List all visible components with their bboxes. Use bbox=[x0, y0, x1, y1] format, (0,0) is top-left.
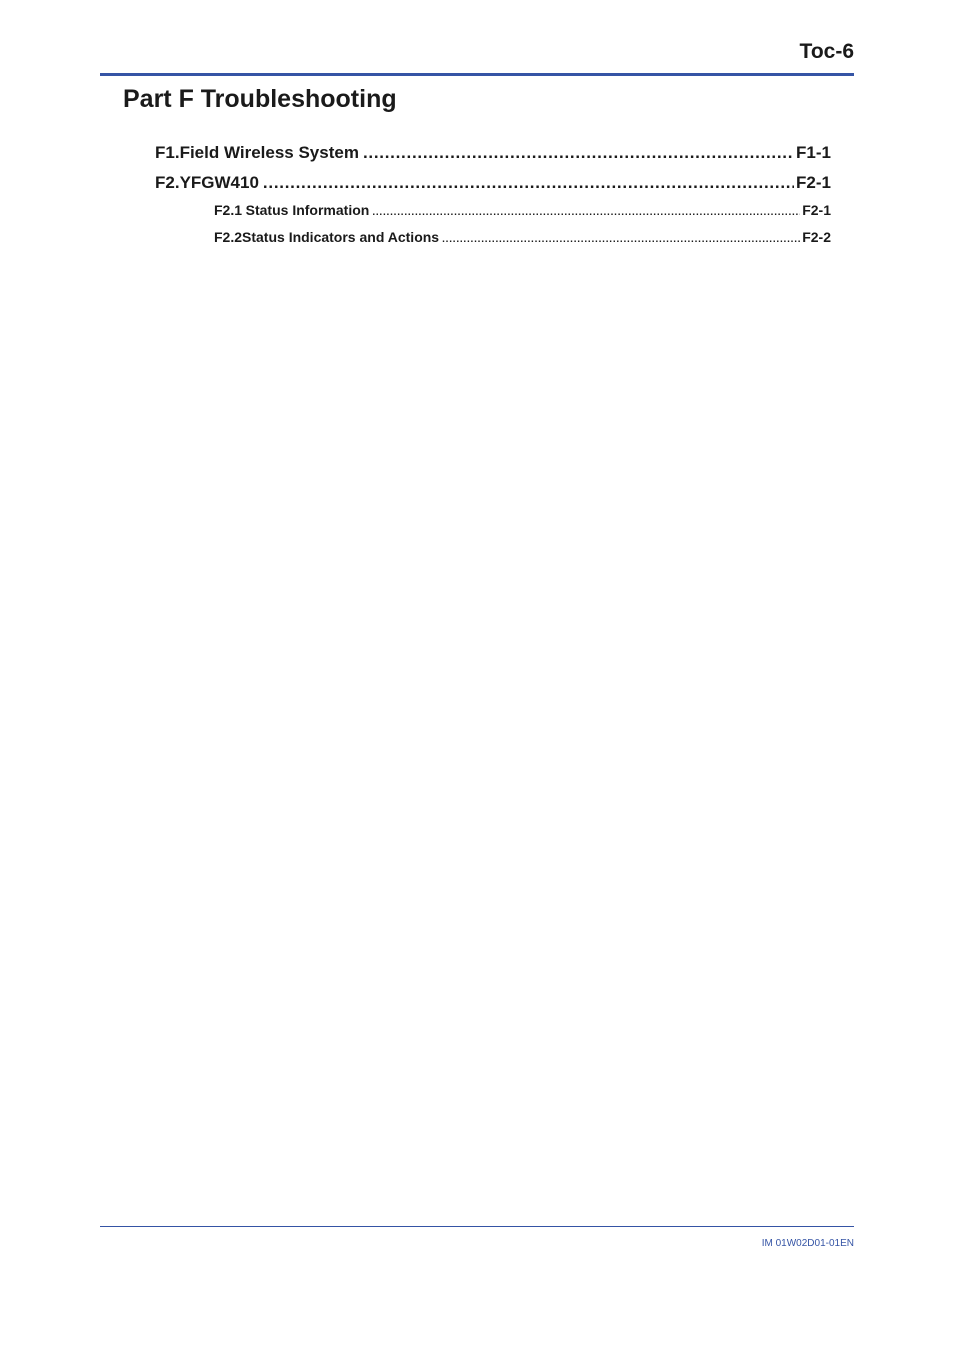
toc-entry-page: F2-1 bbox=[802, 202, 831, 218]
page-number: Toc-6 bbox=[799, 40, 854, 63]
toc-dot-leader bbox=[442, 229, 800, 245]
header-rule bbox=[100, 73, 854, 76]
toc-entry-page: F2-1 bbox=[796, 173, 831, 192]
toc-entry-title: Status Information bbox=[245, 202, 370, 218]
toc-entry-title: Field Wireless System bbox=[179, 143, 359, 162]
toc-entry-f1[interactable] bbox=[155, 143, 831, 163]
toc-entry-f2-2[interactable] bbox=[214, 229, 831, 245]
toc-entry-number: F2.2 bbox=[214, 229, 243, 245]
part-title: Part F Troubleshooting bbox=[123, 85, 397, 113]
footer-rule bbox=[100, 1226, 854, 1227]
document-id: IM 01W02D01-01EN bbox=[761, 1238, 854, 1249]
toc-dot-leader bbox=[372, 202, 800, 218]
toc-dot-leader bbox=[363, 143, 794, 163]
toc-entry-page: F1-1 bbox=[796, 143, 831, 162]
toc-entry-title: YFGW410 bbox=[179, 173, 259, 192]
toc-entry-f2-1[interactable] bbox=[214, 202, 831, 218]
toc-entry-number: F2.1 bbox=[214, 202, 243, 218]
toc-dot-leader bbox=[263, 173, 794, 193]
toc-entry-title: Status Indicators and Actions bbox=[242, 229, 440, 245]
toc-entry-f2[interactable] bbox=[155, 173, 831, 193]
toc-entry-number: F1. bbox=[155, 143, 180, 162]
toc-entry-number: F2. bbox=[155, 173, 180, 192]
toc-entry-page: F2-2 bbox=[802, 229, 831, 245]
